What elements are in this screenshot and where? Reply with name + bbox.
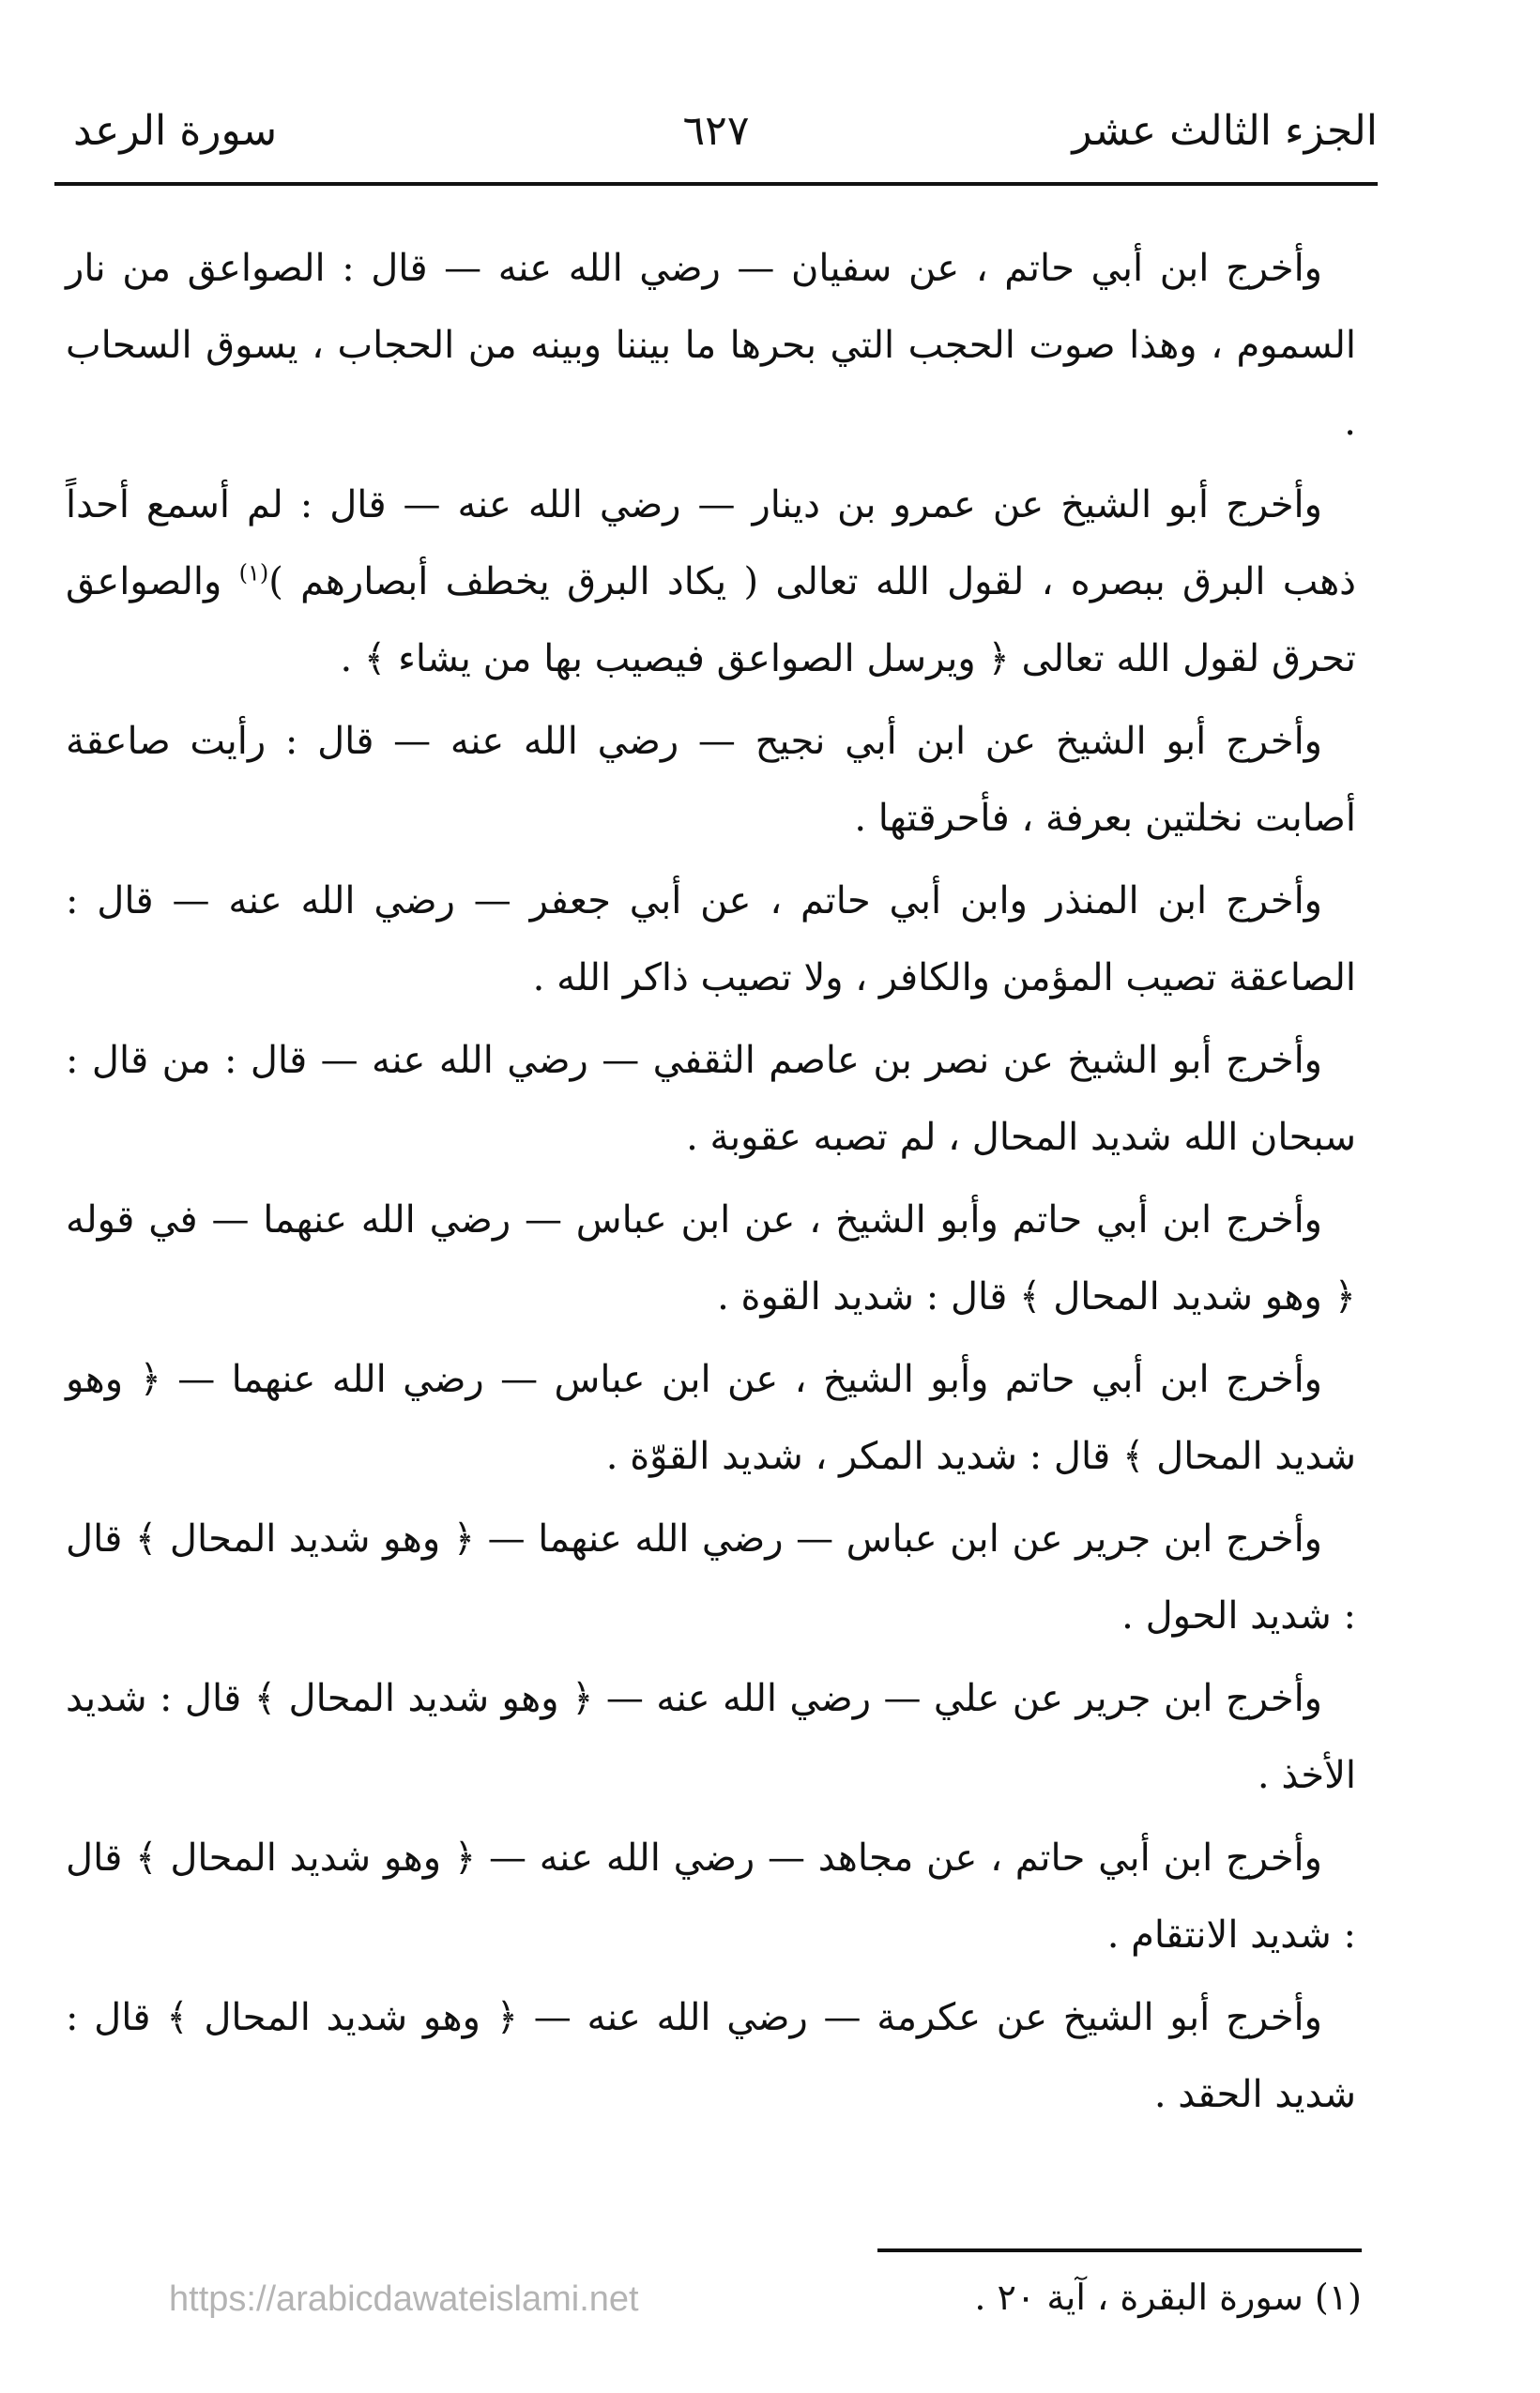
paragraph: وأخرج ابن المنذر وابن أبي حاتم ، عن أبي جعفر — رضي الله عنه — قال : الصاعقة تصيب المؤمن والكافر ، ولا تصيب ذاكر الله . (66, 879, 1356, 999)
footnote-divider (877, 2248, 1362, 2252)
page-number: ٦٢٧ (682, 107, 750, 155)
paragraph: وأخرج ابن أبي حاتم ، عن مجاهد — رضي الله عنه — ﴿ وهو شديد المحال ﴾ قال : شديد الانتقام . (66, 1837, 1356, 1957)
paragraph: وأخرج ابن أبي حاتم ، عن سفيان — رضي الله عنه — قال : الصواعق من نار السموم ، وهذا صوت الحجب التي بحرها ما بيننا وبينه من الحجاب ، يسوق السحاب . (66, 247, 1356, 444)
paragraph-text: وأخرج أبو الشيخ عن عمرو بن دينار — رضي الله عنه — قال : لم أسمع أحداً ذهب البرق ببصره ، لقول الله تعالى ( يكاد البرق يخطف أبصارهم ) (66, 483, 1356, 603)
paragraph (66, 466, 1356, 697)
paragraph: وأخرج ابن أبي حاتم وأبو الشيخ ، عن ابن عباس — رضي الله عنهما — ﴿ وهو شديد المحال ﴾ قال : شديد المكر ، شديد القوّة . (66, 1358, 1356, 1478)
footnote: (١) سورة البقرة ، آية ٢٠ . (974, 2277, 1362, 2318)
footnote-marker: (١) (238, 559, 269, 587)
paragraph: وأخرج أبو الشيخ عن ابن أبي نجيح — رضي الله عنه — قال : رأيت صاعقة أصابت نخلتين بعرفة ، فأحرقتها . (66, 720, 1356, 840)
paragraph: وأخرج ابن جرير عن ابن عباس — رضي الله عنهما — ﴿ وهو شديد المحال ﴾ قال : شديد الحول . (66, 1517, 1356, 1638)
main-text (66, 230, 1356, 2139)
part-title: الجزء الثالث عشر (1072, 107, 1378, 155)
paragraph: وأخرج ابن أبي حاتم وأبو الشيخ ، عن ابن عباس — رضي الله عنهما — في قوله ﴿ وهو شديد المحال ﴾ قال : شديد القوة . (66, 1198, 1356, 1318)
paragraph: وأخرج ابن جرير عن علي — رضي الله عنه — ﴿ وهو شديد المحال ﴾ قال : شديد الأخذ . (66, 1677, 1356, 1797)
watermark-url: https://arabicdawateislami.net (169, 2279, 639, 2319)
header-divider (54, 182, 1378, 186)
surah-title: سورة الرعد (73, 107, 278, 155)
paragraph: وأخرج أبو الشيخ عن نصر بن عاصم الثقفي — رضي الله عنه — قال : من قال : سبحان الله شديد المحال ، لم تصبه عقوبة . (66, 1039, 1356, 1159)
running-header (54, 94, 1378, 169)
paragraph: وأخرج أبو الشيخ عن عكرمة — رضي الله عنه — ﴿ وهو شديد المحال ﴾ قال : شديد الحقد . (66, 1996, 1356, 2116)
paragraph-text: والصواعق تحرق لقول الله تعالى ﴿ ويرسل الصواعق فيصيب بها من يشاء ﴾ . (66, 560, 1356, 680)
